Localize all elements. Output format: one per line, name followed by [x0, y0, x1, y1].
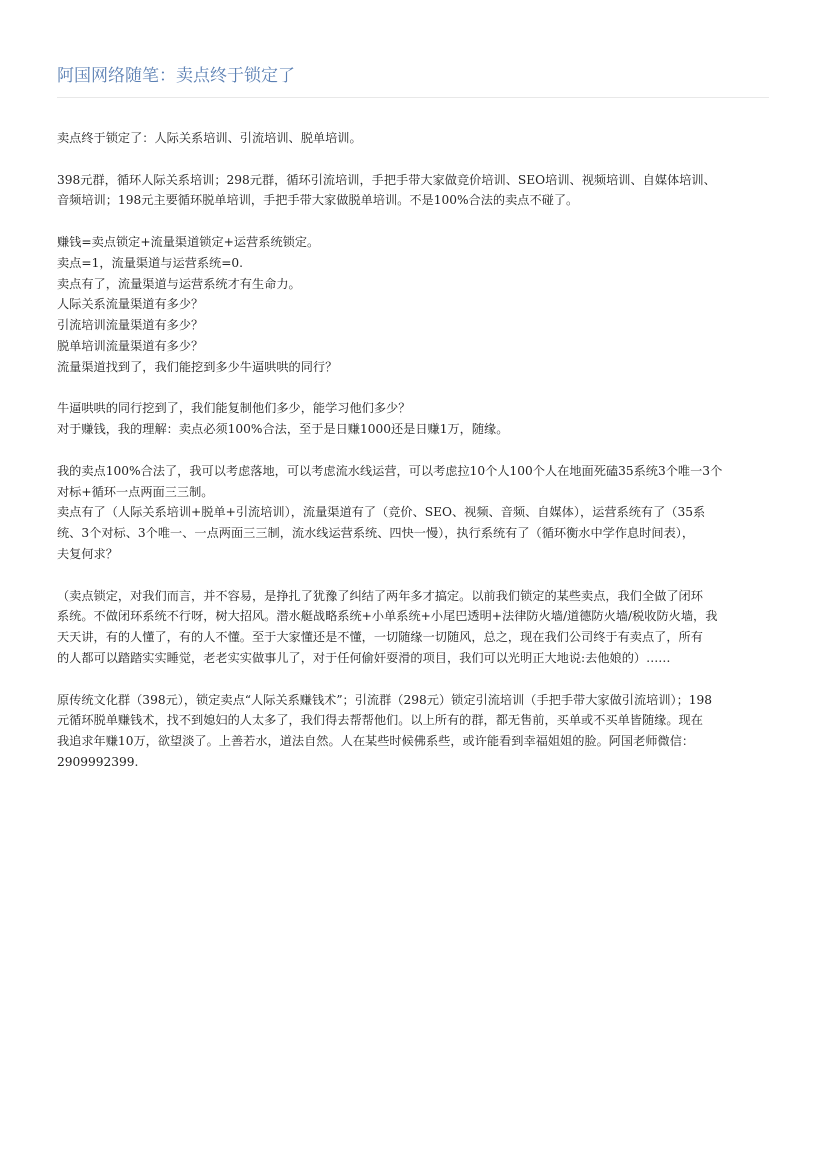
text-line: 夫复何求？ [57, 546, 118, 561]
text-line: 引流培训流量渠道有多少？ [57, 318, 204, 333]
paragraph [57, 690, 769, 773]
text-line: 音频培训；198元主要循环脱单培训，手把手带大家做脱单培训。不是100%合法的卖点不碰了。 [57, 193, 579, 208]
text-line: 卖点有了，流量渠道与运营系统才有生命力。 [57, 276, 301, 291]
text-line: 脱单培训流量渠道有多少？ [57, 338, 204, 353]
paragraph [57, 128, 769, 149]
text-line: 人际关系流量渠道有多少？ [57, 297, 204, 312]
text-line: 元循环脱单赚钱术，找不到媳妇的人太多了，我们得去帮帮他们。以上所有的群，都无售前，买单或不买单皆随缘。现在 [57, 713, 703, 728]
text-line: 统、3个对标、3个唯一、一点两面三三制，流水线运营系统、四快一慢），执行系统有了（循环衡水中学作息时间表）， [57, 526, 695, 541]
paragraph [57, 586, 769, 669]
text-line: 流量渠道找到了，我们能挖到多少牛逼哄哄的同行？ [57, 359, 338, 374]
text-line: 赚钱=卖点锁定+流量渠道锁定+运营系统锁定。 [57, 234, 320, 249]
text-line: 卖点终于锁定了：人际关系培训、引流培训、脱单培训。 [57, 131, 362, 145]
text-line: 对标+循环一点两面三三制。 [57, 484, 214, 499]
text-line: 卖点有了（人际关系培训+脱单+引流培训），流量渠道有了（竞价、SEO、视频、音频、自媒体），运营系统有了（35系 [57, 505, 706, 520]
text-line: 我的卖点100%合法了，我可以考虑落地，可以考虑流水线运营，可以考虑拉10个人100个人在地面死磕35系统3个唯一3个 [57, 463, 723, 478]
text-line: 牛逼哄哄的同行挖到了，我们能复制他们多少，能学习他们多少？ [57, 401, 411, 416]
paragraph [57, 461, 769, 565]
text-line: 2909992399. [57, 754, 139, 769]
text-line: 系统。不做闭环系统不行呀，树大招风。潜水艇战略系统+小单系统+小尾巴透明+法律防火墙/道德防火墙/税收防火墙，我 [57, 609, 718, 624]
paragraph [57, 398, 769, 440]
text-line: 398元群，循环人际关系培训；298元群，循环引流培训，手把手带大家做竞价培训、SEO培训、视频培训、自媒体培训、 [57, 172, 716, 187]
text-line: （卖点锁定，对我们而言，并不容易，是挣扎了犹豫了纠结了两年多才搞定。以前我们锁定的某些卖点，我们全做了闭环 [57, 588, 703, 603]
text-line: 原传统文化群（398元），锁定卖点“人际关系赚钱术”；引流群（298元）锁定引流培训（手把手带大家做引流培训）；198 [57, 692, 713, 707]
title-divider [57, 97, 769, 98]
article-title: 阿国网络随笔：卖点终于锁定了 [57, 66, 295, 86]
text-line: 对于赚钱，我的理解：卖点必须100%合法，至于是日赚1000还是日赚1万，随缘。 [57, 422, 509, 437]
article-body [57, 128, 769, 794]
text-line: 的人都可以踏踏实实睡觉，老老实实做事儿了，对于任何偷奸耍滑的项目，我们可以光明正大地说:去他娘的）…… [57, 650, 671, 665]
paragraph [57, 170, 769, 212]
text-line: 卖点=1，流量渠道与运营系统=0. [57, 255, 244, 270]
text-line: 天天讲，有的人懂了，有的人不懂。至于大家懂还是不懂，一切随缘一切随风，总之，现在我们公司终于有卖点了，所有 [57, 630, 703, 645]
paragraph [57, 232, 769, 378]
text-line: 我追求年赚10万，欲望淡了。上善若水，道法自然。人在某些时候佛系些，或许能看到幸福姐姐的脸。阿国老师微信： [57, 734, 695, 749]
